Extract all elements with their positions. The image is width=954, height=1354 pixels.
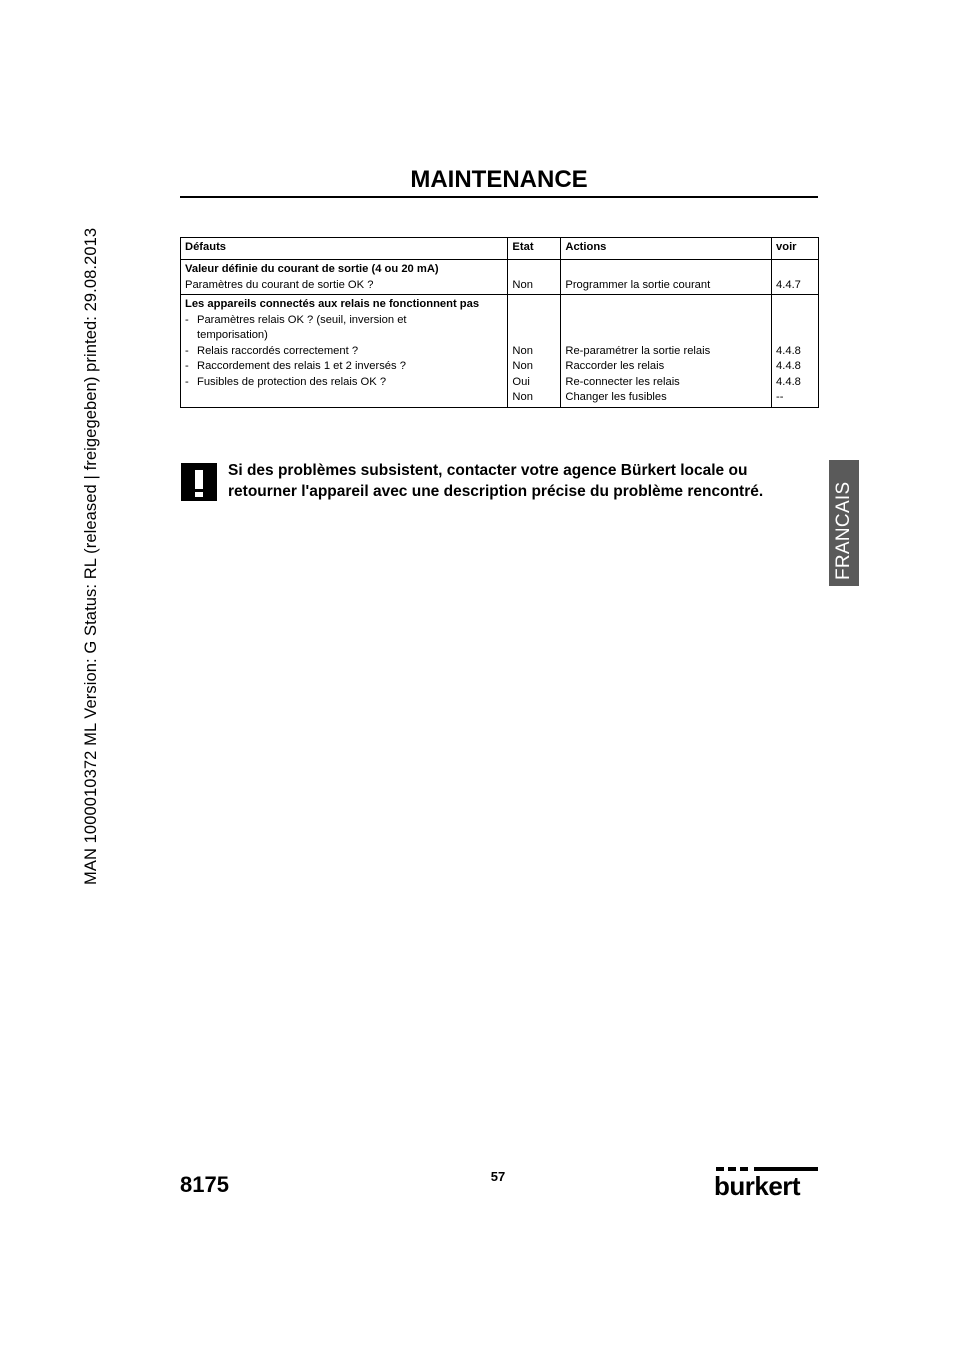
action-text: Programmer la sortie courant <box>565 278 711 291</box>
fault-item: - Fusibles de protection des relais OK ? <box>185 375 387 388</box>
column-header-etat: Etat <box>508 238 561 260</box>
language-tab-label: FRANCAIS <box>833 481 854 580</box>
fault-group-title: Les appareils connectés aux relais ne fonctionnent pas <box>185 298 480 310</box>
section-reference: 4.4.8 <box>776 344 801 357</box>
etat-value: Non <box>512 391 533 403</box>
fault-text-continued: temporisation) <box>197 329 268 341</box>
document-status-text: MAN 1000010372 ML Version: G Status: RL (released | freigegeben) printed: 29.08.2013 <box>82 227 100 885</box>
defaut-cell <box>181 295 508 408</box>
burkert-logo <box>714 1167 820 1201</box>
column-header-voir: voir <box>772 238 819 260</box>
model-number: 8175 <box>180 1172 229 1197</box>
section-reference: 4.4.8 <box>776 375 801 388</box>
page-number: 57 <box>490 1169 506 1184</box>
action-text: Re-paramétrer la sortie relais <box>565 344 711 357</box>
action-cell <box>561 295 772 408</box>
section-reference: 4.4.7 <box>776 278 801 291</box>
fault-text: Relais raccordés correctement ? <box>197 344 359 357</box>
etat-value: Oui <box>512 375 530 388</box>
logo-wordmark: burkert <box>714 1171 801 1201</box>
fault-item: - Paramètres relais OK ? (seuil, inversion et <box>185 313 407 326</box>
page-title: MAINTENANCE <box>410 166 588 193</box>
etat-value: Non <box>512 344 533 357</box>
etat-value: Non <box>512 360 533 372</box>
troubleshooting-table <box>180 237 819 408</box>
fault-item: - Raccordement des relais 1 et 2 inversés ? <box>185 360 406 372</box>
voir-cell <box>772 295 819 408</box>
fault-text: Paramètres du courant de sortie OK ? <box>185 278 374 291</box>
table-row <box>181 295 819 408</box>
action-text: Raccorder les relais <box>565 360 665 372</box>
column-header-actions: Actions <box>561 238 772 260</box>
etat-cell <box>508 295 561 408</box>
column-header-defauts: Défauts <box>181 238 508 260</box>
table-row <box>181 260 819 295</box>
section-reference: -- <box>776 391 784 403</box>
exclamation-icon <box>181 463 217 501</box>
fault-text: Paramètres relais OK ? (seuil, inversion et <box>197 313 407 326</box>
section-reference: 4.4.8 <box>776 360 801 372</box>
warning-text <box>228 461 828 502</box>
action-text: Changer les fusibles <box>565 391 667 403</box>
table-header-row <box>181 238 819 260</box>
warning-line-2: retourner l'appareil avec une description précise du problème rencontré. <box>228 482 764 500</box>
defaut-cell <box>181 260 508 295</box>
fault-text: Fusibles de protection des relais OK ? <box>197 375 387 388</box>
voir-cell <box>772 260 819 295</box>
action-text: Re-connecter les relais <box>565 375 680 388</box>
etat-cell <box>508 260 561 295</box>
warning-line-1: Si des problèmes subsistent, contacter votre agence Bürkert locale ou <box>228 462 748 479</box>
title-divider <box>180 196 818 198</box>
fault-item: - Relais raccordés correctement ? <box>185 344 359 357</box>
fault-group-title: Valeur définie du courant de sortie (4 ou 20 mA) <box>185 263 439 275</box>
fault-text: Raccordement des relais 1 et 2 inversés ? <box>197 360 406 372</box>
language-tab <box>829 460 859 586</box>
action-cell <box>561 260 772 295</box>
etat-value: Non <box>512 278 533 291</box>
